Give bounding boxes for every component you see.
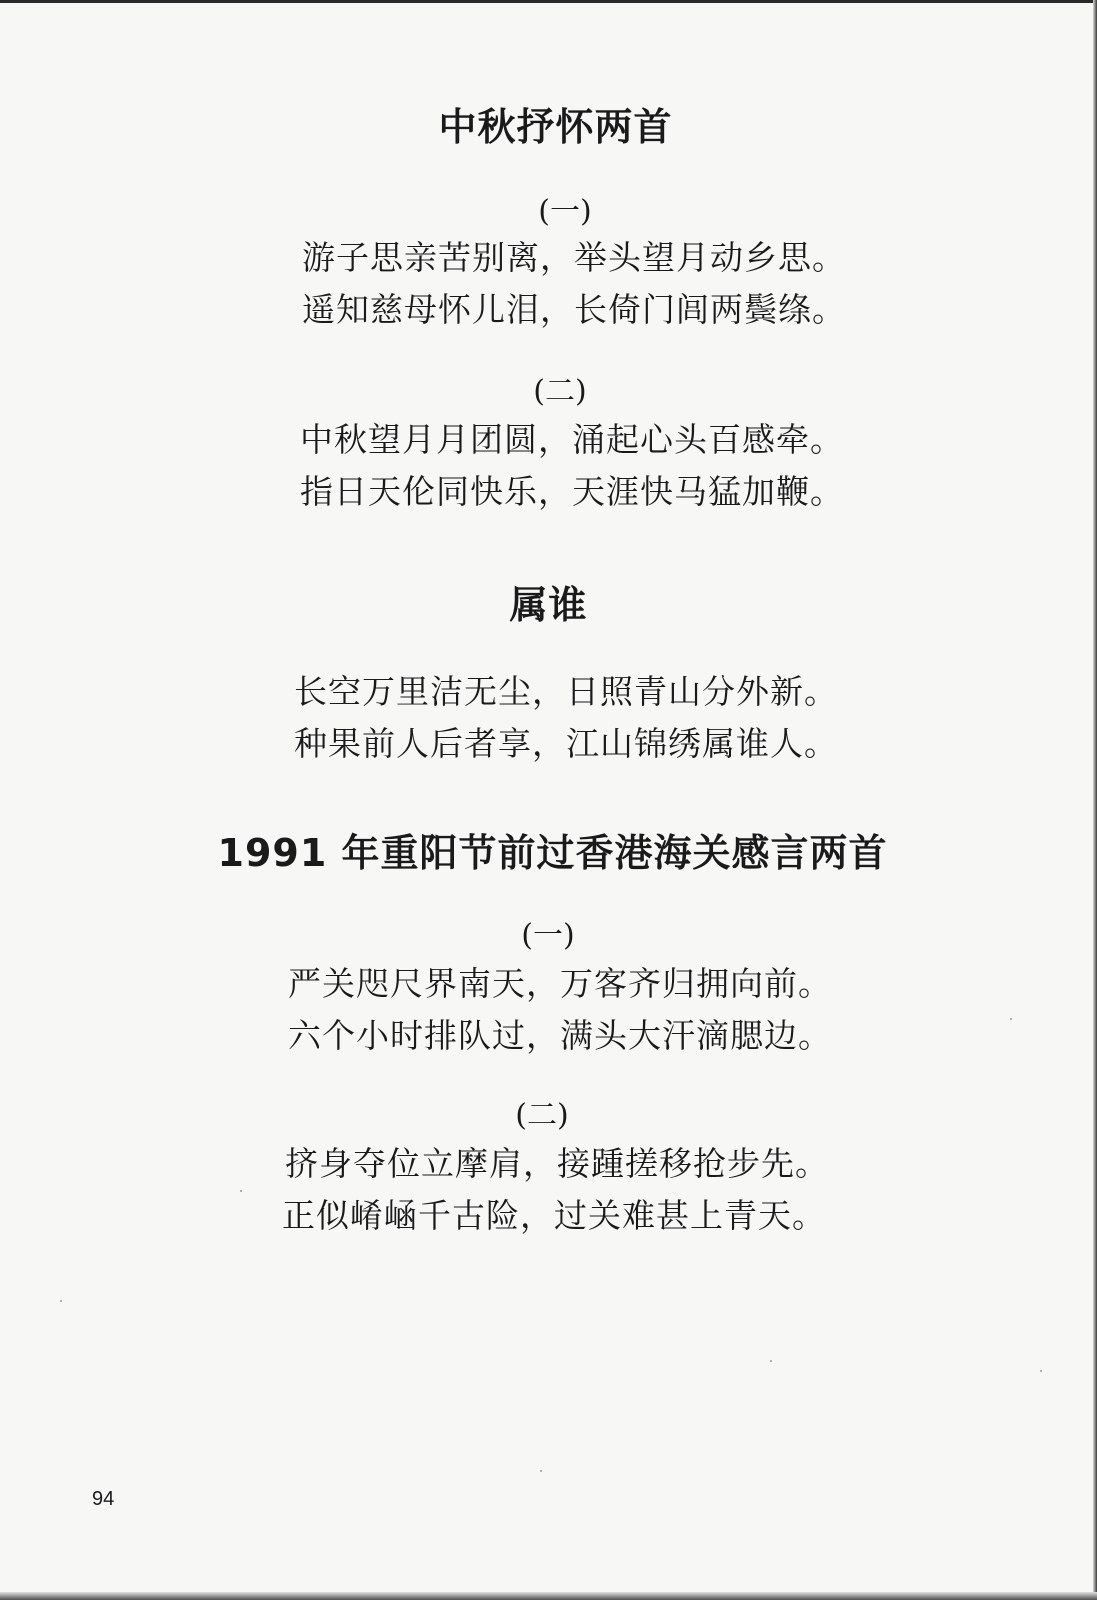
scan-edge-right bbox=[1093, 0, 1097, 1600]
stanza-label: (一) bbox=[538, 194, 592, 229]
stanza-label: (二) bbox=[533, 374, 587, 409]
page-number: 94 bbox=[92, 1488, 115, 1510]
scan-speck bbox=[770, 1360, 772, 1362]
verse-line: 挤身夺位立摩肩，接踵搓移抢步先。 bbox=[285, 1144, 829, 1183]
scan-edge-bottom bbox=[0, 1592, 1097, 1600]
scan-edge-top bbox=[0, 0, 1097, 3]
poem-title: 中秋抒怀两首 bbox=[438, 105, 673, 149]
verse-line: 种果前人后者享，江山锦绣属谁人。 bbox=[294, 724, 838, 763]
scan-speck bbox=[60, 1300, 62, 1302]
scan-speck bbox=[1040, 1370, 1042, 1372]
verse-line: 游子思亲苦别离，举头望月动乡思。 bbox=[302, 238, 846, 277]
scan-speck bbox=[240, 1190, 242, 1192]
verse-line: 长空万里洁无尘，日照青山分外新。 bbox=[294, 672, 838, 711]
stanza-label: (一) bbox=[521, 918, 575, 953]
verse-line: 六个小时排队过，满头大汗滴腮边。 bbox=[288, 1016, 832, 1055]
verse-line: 指日天伦同快乐，天涯快马猛加鞭。 bbox=[300, 472, 844, 511]
poem-title: 1991 年重阳节前过香港海关感言两首 bbox=[217, 831, 888, 875]
scan-speck bbox=[1010, 1018, 1012, 1020]
scan-speck bbox=[540, 1470, 542, 1472]
stanza-label: (二) bbox=[515, 1098, 569, 1133]
verse-line: 严关咫尺界南天，万客齐归拥向前。 bbox=[288, 964, 832, 1003]
verse-line: 遥知慈母怀儿泪，长倚门闾两鬓绦。 bbox=[302, 290, 846, 329]
poem-title: 属谁 bbox=[509, 583, 588, 627]
verse-line: 中秋望月月团圆，涌起心头百感牵。 bbox=[300, 420, 844, 459]
verse-line: 正似崤崡千古险，过关难甚上青天。 bbox=[282, 1196, 826, 1235]
